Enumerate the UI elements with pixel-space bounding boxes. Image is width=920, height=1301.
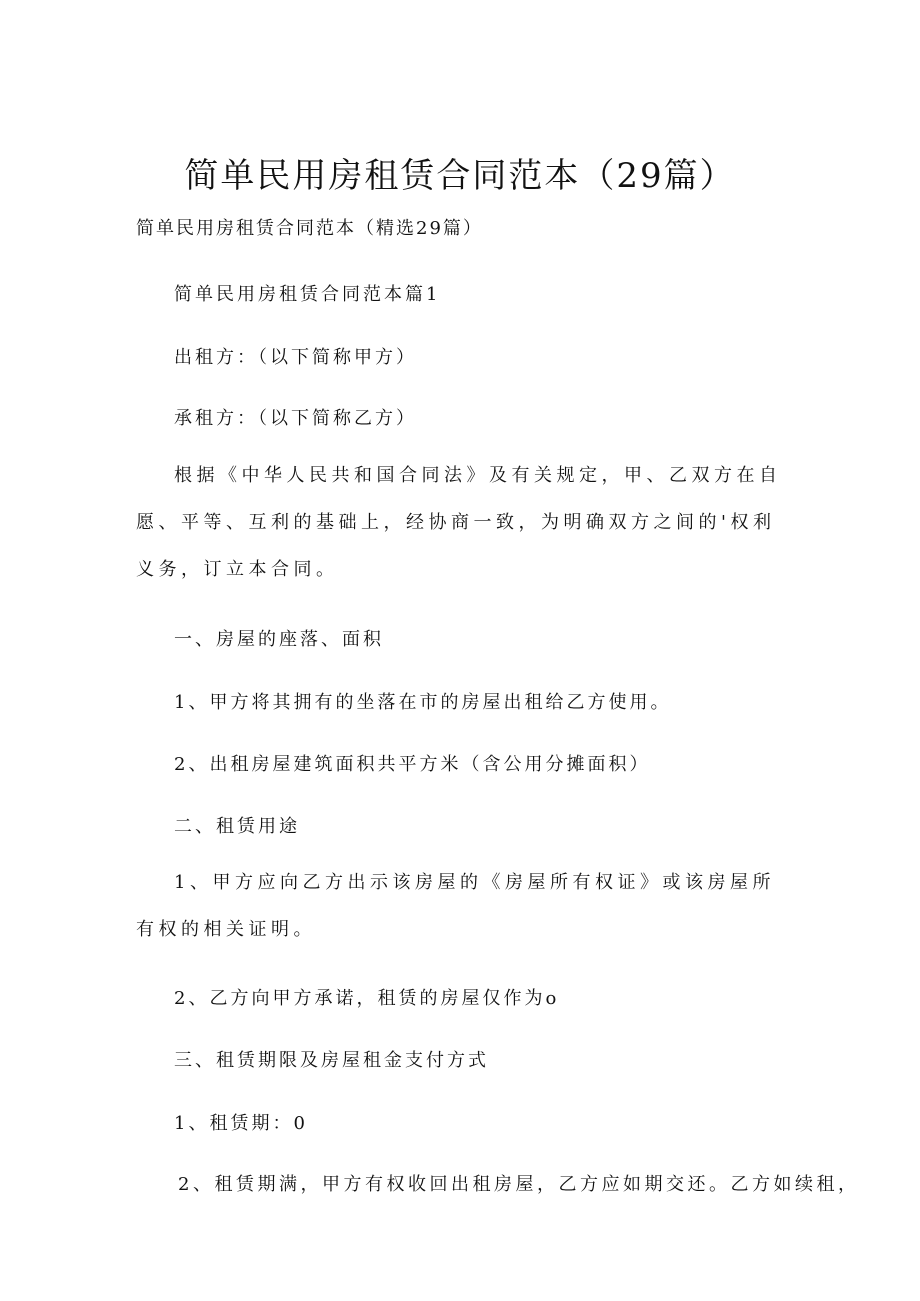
document-title: 简单民用房租赁合同范本（29篇） bbox=[184, 156, 736, 196]
clause3-heading: 三、租赁期限及房屋租金支付方式 bbox=[174, 1050, 489, 1071]
lessor-line: 出租方：（以下简称甲方） bbox=[174, 347, 417, 368]
document-subtitle: 简单民用房租赁合同范本（精选29篇） bbox=[136, 218, 483, 239]
clause3-item1: 1、租赁期：0 bbox=[174, 1113, 308, 1134]
clause2-heading: 二、租赁用途 bbox=[174, 816, 300, 837]
preamble-paragraph: 根据《中华人民共和国合同法》及有关规定，甲、乙双方在自愿、平等、互利的基础上，经协商一致，为明确双方之间的'权利义务，订立本合同。 bbox=[136, 465, 782, 580]
section-heading: 简单民用房租赁合同范本篇1 bbox=[174, 284, 441, 305]
clause2-item2: 2、乙方向甲方承诺，租赁的房屋仅作为o bbox=[174, 988, 560, 1009]
clause1-heading: 一、房屋的座落、面积 bbox=[174, 629, 384, 650]
clause1-item2: 2、出租房屋建筑面积共平方米（含公用分摊面积） bbox=[174, 754, 651, 775]
lessee-line: 承租方：（以下简称乙方） bbox=[174, 408, 417, 429]
clause2-item1: 1、甲方应向乙方出示该房屋的《房屋所有权证》或该房屋所有权的相关证明。 bbox=[136, 872, 775, 940]
clause3-item2: 2、租赁期满，甲方有权收回出租房屋，乙方应如期交还。乙方如续租， bbox=[178, 1174, 860, 1195]
clause1-item1: 1、甲方将其拥有的坐落在市的房屋出租给乙方使用。 bbox=[174, 692, 672, 713]
